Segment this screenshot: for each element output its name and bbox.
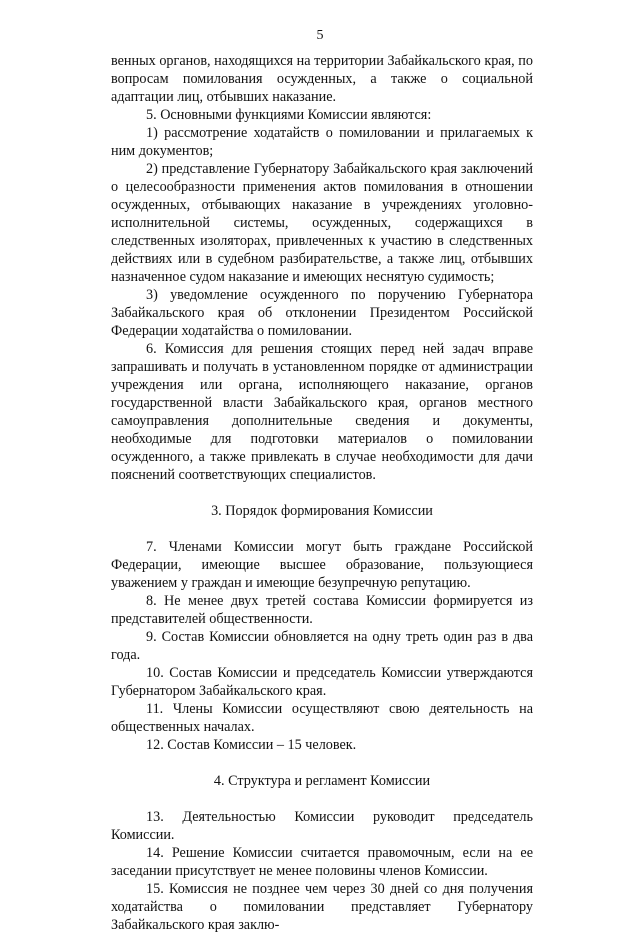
document-body bbox=[111, 52, 533, 934]
paragraph-5: 5. Основными функциями Комиссии являются: bbox=[146, 107, 432, 123]
section-4-heading: 4. Структура и регламент Комиссии bbox=[213, 773, 431, 789]
paragraph-8: 8. Не менее двух третей состава Комиссии формируется из представителей общественности. bbox=[111, 593, 533, 627]
page-number: 5 bbox=[316, 28, 324, 43]
paragraph-15: 15. Комиссия не позднее чем через 30 дней со дня получения ходатайства о помиловании представляет Губернатору Забайкальского края заклю- bbox=[111, 881, 533, 933]
paragraph-5-item-3: 3) уведомление осужденного по поручению Губернатора Забайкальского края об отклонении Президентом Российской Федерации ходатайства о помиловании. bbox=[111, 287, 533, 339]
paragraph-10: 10. Состав Комиссии и председатель Комиссии утверждаются Губернатором Забайкальского края. bbox=[111, 665, 533, 699]
paragraph-6: 6. Комиссия для решения стоящих перед ней задач вправе запрашивать и получать в установленном порядке от администрации учреждения или органа, исполняющего наказание, органов государственной власти Забайкальского края, органов местного самоуправления дополнительные сведения и документы, необходимые для подготовки материалов о помиловании осужденного, а также привлекать в случае необходимости для дачи пояснений соответствующих специалистов. bbox=[111, 341, 533, 483]
paragraph-continuation: венных органов, находящихся на территории Забайкальского края, по вопросам помилования осужденных, а также о социальной адаптации лиц, отбывших наказание. bbox=[111, 53, 533, 105]
paragraph-13: 13. Деятельностью Комиссии руководит председатель Комиссии. bbox=[111, 809, 533, 843]
paragraph-9: 9. Состав Комиссии обновляется на одну треть один раз в два года. bbox=[111, 629, 533, 663]
paragraph-11: 11. Члены Комиссии осуществляют свою деятельность на общественных началах. bbox=[111, 701, 533, 735]
paragraph-14: 14. Решение Комиссии считается правомочным, если на ее заседании присутствует не менее половины членов Комиссии. bbox=[111, 845, 533, 879]
paragraph-12: 12. Состав Комиссии – 15 человек. bbox=[146, 737, 357, 753]
paragraph-5-item-1: 1) рассмотрение ходатайств о помиловании и прилагаемых к ним документов; bbox=[111, 125, 533, 159]
paragraph-5-item-2: 2) представление Губернатору Забайкальского края заключений о целесообразности применения актов помилования в отношении осужденных, отбывающих наказание в учреждениях уголовно-исполнительной системы, осужденных, содержащихся в следственных изоляторах, привлеченных к участию в следственных действиях или в судебном разбирательстве, а также лиц, отбывших назначенное судом наказание и имеющих неснятую судимость; bbox=[111, 161, 533, 285]
section-3-heading: 3. Порядок формирования Комиссии bbox=[211, 503, 433, 519]
paragraph-7: 7. Членами Комиссии могут быть граждане Российской Федерации, имеющие высшее образование, пользующиеся уважением у граждан и имеющие безупречную репутацию. bbox=[111, 539, 533, 591]
